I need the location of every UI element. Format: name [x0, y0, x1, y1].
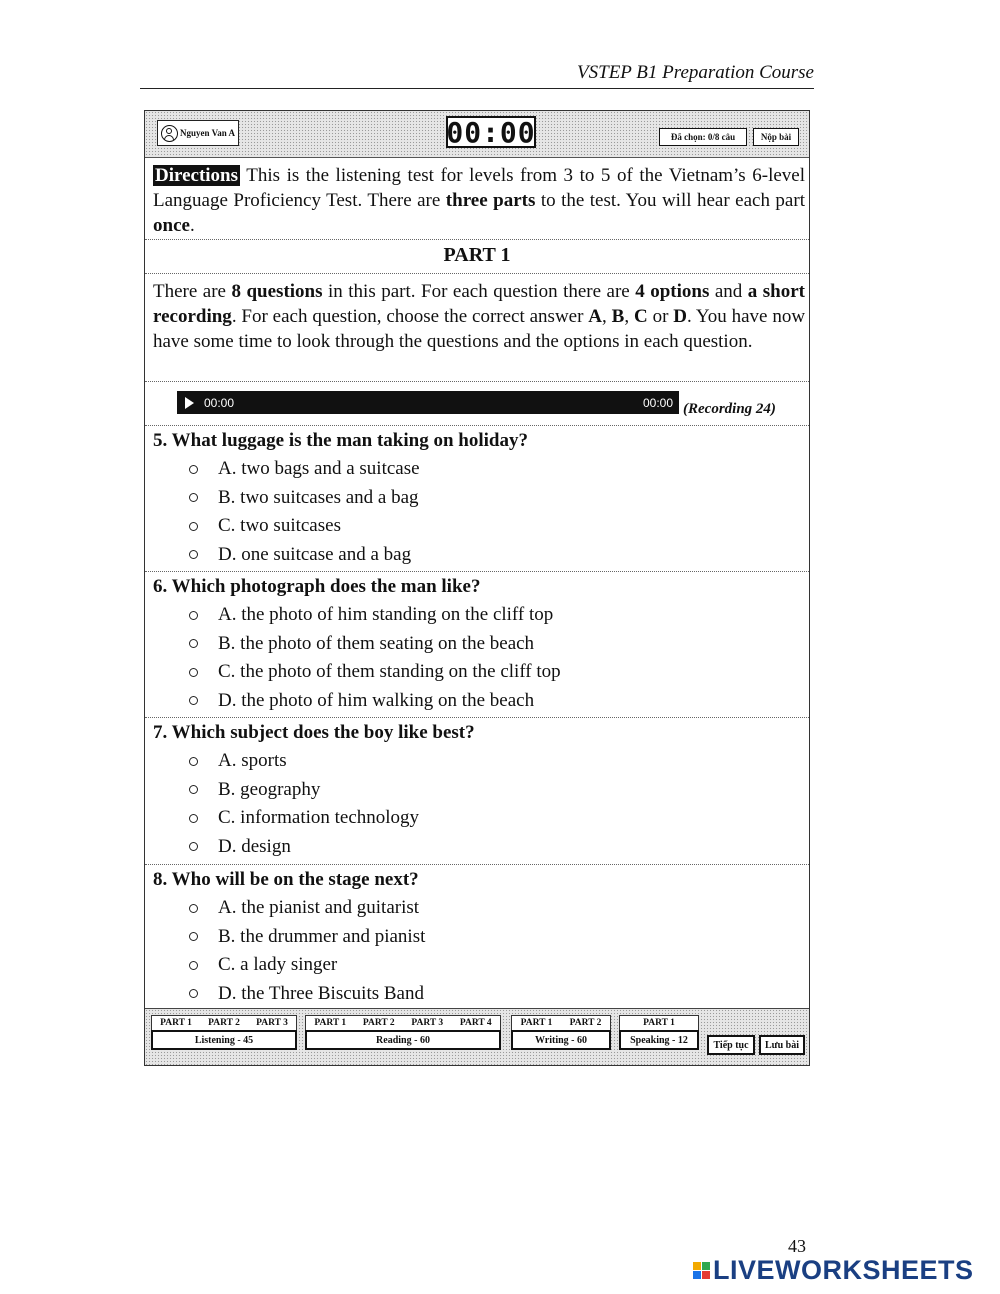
- intro-part: . You have now have some time to look through the questions and the options in each question.: [153, 306, 806, 352]
- section-writing[interactable]: [511, 1015, 611, 1055]
- option-label: D. one suitcase and a bag: [218, 543, 412, 565]
- option-label: B. geography: [218, 778, 321, 800]
- section-label[interactable]: Reading - 60: [305, 1030, 501, 1050]
- radio-icon[interactable]: [189, 696, 198, 705]
- intro-emphasis: D: [673, 306, 687, 327]
- directions-label: Directions: [155, 165, 239, 186]
- recording-label: (Recording 24): [683, 401, 776, 417]
- option-c[interactable]: [153, 951, 803, 980]
- option-c[interactable]: [153, 658, 803, 687]
- intro-emphasis: A: [588, 306, 603, 327]
- question-6: [153, 573, 803, 715]
- intro-part: There are: [153, 281, 232, 302]
- intro-emphasis: C: [633, 306, 648, 327]
- section-label[interactable]: Speaking - 12: [619, 1030, 699, 1050]
- question-text: 5. What luggage is the man taking on holiday?: [153, 430, 528, 451]
- part-tab[interactable]: PART 1: [160, 1018, 192, 1028]
- radio-icon[interactable]: [189, 522, 198, 531]
- intro-part: ,: [602, 306, 612, 327]
- user-name: Nguyen Van A: [180, 128, 236, 138]
- radio-icon[interactable]: [189, 904, 198, 913]
- divider: [145, 864, 809, 865]
- page-number: 43: [788, 1236, 806, 1256]
- option-d[interactable]: [153, 687, 803, 716]
- question-text: 8. Who will be on the stage next?: [153, 869, 419, 890]
- radio-icon[interactable]: [189, 785, 198, 794]
- intro-part: in this part. For each question there are: [322, 281, 636, 302]
- option-label: B. two suitcases and a bag: [218, 486, 419, 508]
- intro-emphasis: B: [611, 306, 625, 327]
- radio-icon[interactable]: [189, 611, 198, 620]
- part-tab[interactable]: PART 2: [208, 1018, 240, 1028]
- directions-part: This is the listening test for levels from 3 to 5 of the Vietnam’s 6-level Language Proficiency Test. There are: [153, 165, 805, 211]
- directions-emphasis: three parts: [445, 190, 536, 211]
- divider: [145, 571, 809, 572]
- radio-icon[interactable]: [189, 932, 198, 941]
- part-title: PART 1: [443, 244, 511, 266]
- option-label: A. sports: [218, 750, 287, 772]
- option-a[interactable]: [153, 455, 803, 484]
- directions-text: [153, 163, 805, 238]
- part-tab[interactable]: PART 1: [643, 1018, 675, 1028]
- option-b[interactable]: [153, 484, 803, 513]
- option-a[interactable]: [153, 601, 803, 630]
- divider: [145, 273, 809, 274]
- intro-part: ,: [624, 306, 634, 327]
- user-icon: [161, 125, 178, 142]
- option-b[interactable]: [153, 923, 803, 952]
- option-label: C. information technology: [218, 807, 420, 829]
- brand-name: LIVEWORKSHEETS: [713, 1255, 974, 1285]
- section-listening[interactable]: [151, 1015, 297, 1055]
- user-badge: [157, 120, 239, 146]
- part-tab[interactable]: PART 3: [256, 1018, 288, 1028]
- directions-part: .: [189, 215, 195, 236]
- option-d[interactable]: [153, 980, 803, 1009]
- option-label: B. the drummer and pianist: [218, 925, 426, 947]
- divider: [145, 239, 809, 240]
- radio-icon[interactable]: [189, 842, 198, 851]
- option-label: A. the photo of him standing on the cliff top: [218, 604, 554, 626]
- answered-count: Đã chọn: 0/8 câu: [659, 128, 747, 146]
- radio-icon[interactable]: [189, 989, 198, 998]
- logo-square: [693, 1262, 701, 1270]
- option-label: A. the pianist and guitarist: [218, 897, 420, 919]
- intro-part: and: [709, 281, 748, 302]
- directions-emphasis: once: [153, 215, 190, 236]
- part-tab[interactable]: PART 3: [411, 1018, 444, 1028]
- radio-icon[interactable]: [189, 465, 198, 474]
- continue-button[interactable]: Tiếp tục: [707, 1035, 755, 1055]
- part-tab[interactable]: PART 2: [362, 1018, 395, 1028]
- intro-emphasis: 4 options: [635, 281, 710, 302]
- radio-icon[interactable]: [189, 550, 198, 559]
- option-d[interactable]: [153, 833, 803, 862]
- intro-part: or: [647, 306, 674, 327]
- divider: [145, 381, 809, 382]
- radio-icon[interactable]: [189, 757, 198, 766]
- intro-part: . For each question, choose the correct answer: [231, 306, 589, 327]
- intro-emphasis: 8 questions: [231, 281, 323, 302]
- part-tab[interactable]: PART 2: [569, 1018, 602, 1028]
- option-a[interactable]: [153, 894, 803, 923]
- submit-button[interactable]: Nộp bài: [753, 128, 799, 146]
- radio-icon[interactable]: [189, 814, 198, 823]
- audio-duration: 00:00: [642, 395, 673, 410]
- test-window: [144, 110, 810, 1066]
- divider: [145, 425, 809, 426]
- radio-icon[interactable]: [189, 493, 198, 502]
- play-icon[interactable]: [185, 397, 194, 409]
- section-speaking[interactable]: [619, 1015, 699, 1055]
- question-text: 7. Which subject does the boy like best?: [153, 722, 475, 743]
- audio-current-time: 00:00: [204, 395, 235, 410]
- section-label[interactable]: Writing - 60: [511, 1030, 611, 1050]
- option-label: C. the photo of them standing on the cliff top: [218, 661, 561, 683]
- intro-emphasis: a short recording: [153, 281, 805, 327]
- option-b[interactable]: [153, 776, 803, 805]
- option-label: A. two bags and a suitcase: [218, 458, 420, 480]
- countdown-timer: 00:00: [446, 115, 536, 149]
- part-tab[interactable]: PART 1: [520, 1018, 553, 1028]
- brand-grid-icon: [693, 1262, 710, 1279]
- option-label: D. the Three Biscuits Band: [218, 982, 424, 1004]
- option-d[interactable]: [153, 541, 803, 570]
- question-text: 6. Which photograph does the man like?: [153, 576, 481, 597]
- option-label: C. two suitcases: [218, 515, 341, 537]
- logo-square: [693, 1271, 701, 1279]
- question-7: [153, 719, 803, 861]
- running-head: VSTEP B1 Preparation Course: [140, 62, 814, 89]
- liveworksheets-logo: [693, 1255, 974, 1286]
- option-label: D. the photo of him walking on the beach: [218, 689, 535, 711]
- option-c[interactable]: [153, 804, 803, 833]
- option-a[interactable]: [153, 747, 803, 776]
- top-toolbar: [145, 111, 809, 158]
- radio-icon[interactable]: [189, 668, 198, 677]
- logo-square: [702, 1262, 710, 1270]
- option-label: D. design: [218, 835, 291, 857]
- option-label: C. a lady singer: [218, 954, 338, 976]
- section-reading[interactable]: [305, 1015, 501, 1055]
- radio-icon[interactable]: [189, 961, 198, 970]
- logo-square: [702, 1271, 710, 1279]
- option-label: B. the photo of them seating on the beach: [218, 632, 535, 654]
- part-tab[interactable]: PART 1: [314, 1018, 347, 1028]
- option-b[interactable]: [153, 630, 803, 659]
- question-5: [153, 427, 803, 569]
- audio-player[interactable]: [177, 391, 679, 414]
- directions-part: to the test. You will hear each part: [535, 190, 805, 211]
- part-tab[interactable]: PART 4: [459, 1018, 492, 1028]
- radio-icon[interactable]: [189, 639, 198, 648]
- divider: [145, 717, 809, 718]
- section-label[interactable]: Listening - 45: [151, 1030, 297, 1050]
- section-navigator: [145, 1008, 809, 1065]
- option-c[interactable]: [153, 512, 803, 541]
- question-8: [153, 866, 803, 1008]
- part-instructions: [153, 279, 805, 354]
- save-button[interactable]: Lưu bài: [759, 1035, 805, 1055]
